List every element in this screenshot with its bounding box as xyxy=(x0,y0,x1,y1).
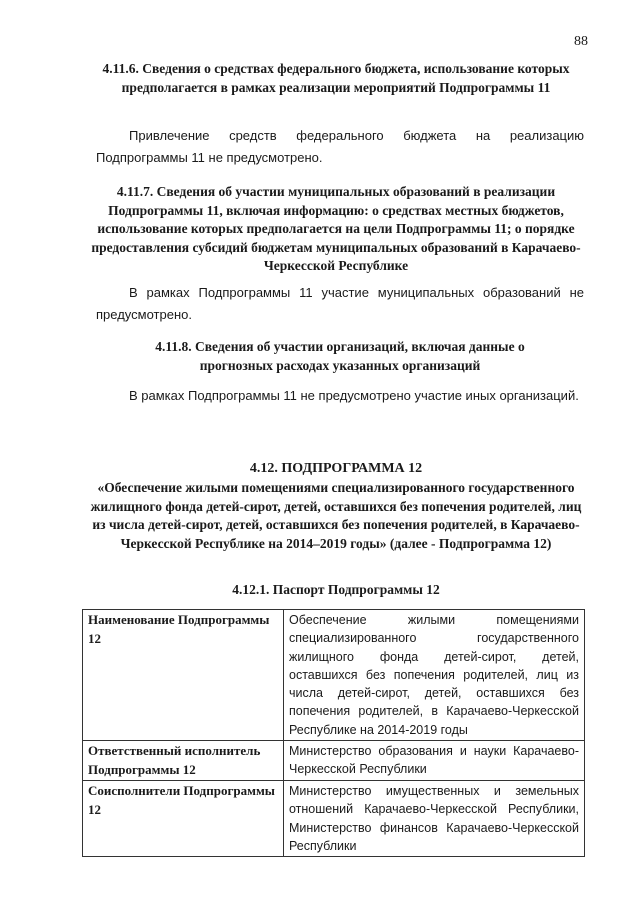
heading-4-11-6: 4.11.6. Сведения о средствах федерального бюджета, использование которых предполагается в рамках реализации мероприятий Подпрограммы 11 xyxy=(102,61,570,95)
table-cell-label: Наименование Подпрограммы 12 xyxy=(83,610,284,741)
table-cell-label: Ответственный исполнитель Подпрограммы 12 xyxy=(83,741,284,781)
page-number: 88 xyxy=(574,34,588,49)
heading-4-11-8: 4.11.8. Сведения об участии организаций, включая данные о прогнозных расходах указанных организаций xyxy=(155,339,525,373)
heading-4-11-7: 4.11.7. Сведения об участии муниципальных образований в реализации Подпрограммы 11, включая информацию: о средствах местных бюджетов, использование которых предполагается на цели Подпрограммы 11; о порядке предоставления субсидий бюджетам муниципальных образований в Карачаево-Черкесской Республике xyxy=(91,184,581,273)
paragraph-4-11-8: В рамках Подпрограммы 11 не предусмотрено участие иных организаций. xyxy=(129,388,579,403)
heading-4-12-1: 4.12.1. Паспорт Подпрограммы 12 xyxy=(232,582,440,597)
table-cell-value: Обеспечение жилыми помещениями специализированного государственного жилищного фонда детей-сирот, детей, оставшихся без попечения родителей, лиц из числа детей-сирот, детей, оставшихся без попечения родителей, в Карачаево-Черкесской Республике на 2014-2019 годы xyxy=(284,610,585,741)
table-cell-value: Министерство образования и науки Карачаево-Черкесской Республики xyxy=(284,741,585,781)
table-cell-value: Министерство имущественных и земельных отношений Карачаево-Черкесской Республики, Министерство финансов Карачаево-Черкесской Республики xyxy=(284,781,585,857)
paragraph-4-11-6: Привлечение средств федерального бюджета на реализацию Подпрограммы 11 не предусмотрено. xyxy=(96,128,584,165)
table-row xyxy=(83,741,585,781)
table-row xyxy=(83,610,585,741)
passport-table xyxy=(82,609,585,857)
heading-4-12: 4.12. ПОДПРОГРАММА 12 xyxy=(249,461,423,476)
subprogram-12-title: «Обеспечение жилыми помещениями специализированного государственного жилищного фонда детей-сирот, детей, оставшихся без попечения родителей, лиц из числа детей-сирот, детей, оставшихся без попечения родителей, в Карачаево-Черкесской Республике на 2014–2019 годы» (далее - Подпрограмма 12) xyxy=(90,480,582,551)
paragraph-4-11-7: В рамках Подпрограммы 11 участие муниципальных образований не предусмотрено. xyxy=(96,285,584,322)
table-row xyxy=(83,781,585,857)
table-cell-label: Соисполнители Подпрограммы 12 xyxy=(83,781,284,857)
